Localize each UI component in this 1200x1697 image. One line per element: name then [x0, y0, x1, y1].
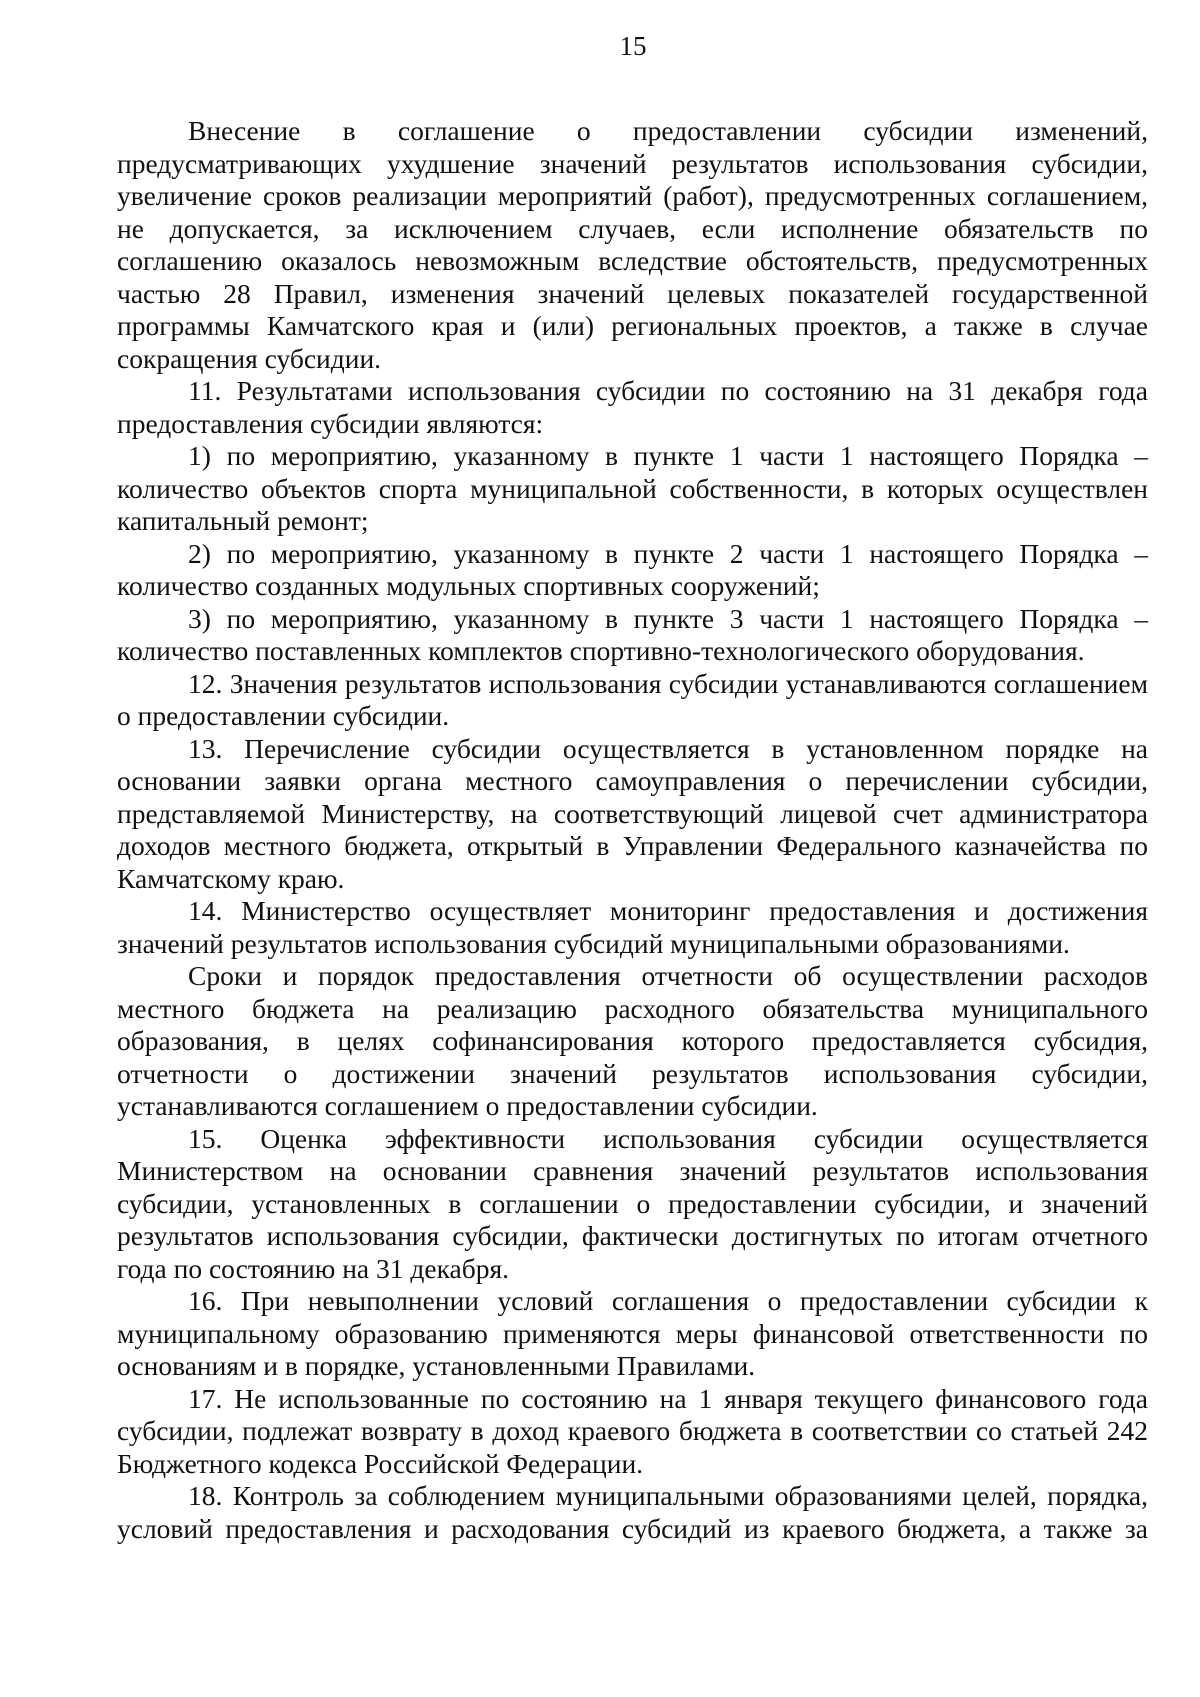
paragraph-11-item-2: 2) по мероприятию, указанному в пункте 2 части 1 настоящего Порядка – количество созданных модульных спортивных сооружений;: [117, 537, 1148, 601]
document-body: [117, 115, 1148, 1545]
paragraph-11-item-1: 1) по мероприятию, указанному в пункте 1 части 1 настоящего Порядка – количество объектов спорта муниципальной собственности, в которых осуществлен капитальный ремонт;: [117, 440, 1148, 536]
paragraph-reporting-terms: Сроки и порядок предоставления отчетности об осуществлении расходов местного бюджета на реализацию расходного обязательства муниципального образования, в целях софинансирования которого предоставляется субсидия, отчетности о достижении значений результатов использования субсидии, устанавливаются соглашением о предоставлении субсидии.: [117, 960, 1148, 1121]
paragraph-18: 18. Контроль за соблюдением муниципальными образованиями целей, порядка, условий предоставления и расходования субсидий из краевого бюджета, а также за: [117, 1480, 1148, 1544]
paragraph-12: 12. Значения результатов использования субсидии устанавливаются соглашением о предоставлении субсидии.: [117, 667, 1148, 731]
paragraph-16: 16. При невыполнении условий соглашения о предоставлении субсидии к муниципальному образованию применяются меры финансовой ответственности по основаниям и в порядке, установленными Правилами.: [117, 1285, 1148, 1381]
paragraph-14: 14. Министерство осуществляет мониторинг предоставления и достижения значений результатов использования субсидий муниципальными образованиями.: [117, 895, 1148, 959]
paragraph-15: 15. Оценка эффективности использования субсидии осуществляется Министерством на основании сравнения значений результатов использования субсидии, установленных в соглашении о предоставлении субсидии, и значений результатов использования субсидии, фактически достигнутых по итогам отчетного года по состоянию на 31 декабря.: [117, 1122, 1148, 1284]
paragraph-13: 13. Перечисление субсидии осуществляется в установленном порядке на основании заявки органа местного самоуправления о перечислении субсидии, представляемой Министерству, на соответствующий лицевой счет администратора доходов местного бюджета, открытый в Управлении Федерального казначейства по Камчатскому краю.: [117, 732, 1148, 894]
paragraph-17: 17. Не использованные по состоянию на 1 января текущего финансового года субсидии, подлежат возврату в доход краевого бюджета в соответствии со статьей 242 Бюджетного кодекса Российской Федерации.: [117, 1382, 1148, 1479]
paragraph-11: 11. Результатами использования субсидии по состоянию на 31 декабря года предоставления субсидии являются:: [117, 375, 1148, 439]
paragraph-11-item-3: 3) по мероприятию, указанному в пункте 3 части 1 настоящего Порядка – количество поставленных комплектов спортивно-технологического оборудования.: [117, 602, 1148, 666]
page-number: 15: [619, 31, 647, 61]
paragraph-agreement-changes: Внесение в соглашение о предоставлении субсидии изменений, предусматривающих ухудшение значений результатов использования субсидии, увеличение сроков реализации мероприятий (работ), предусмотренных соглашением, не допускается, за исключением случаев, если исполнение обязательств по соглашению оказалось невозможным вследствие обстоятельств, предусмотренных частью 28 Правил, изменения значений целевых показателей государственной программы Камчатского края и (или) региональных проектов, а также в случае сокращения субсидии.: [117, 115, 1148, 374]
